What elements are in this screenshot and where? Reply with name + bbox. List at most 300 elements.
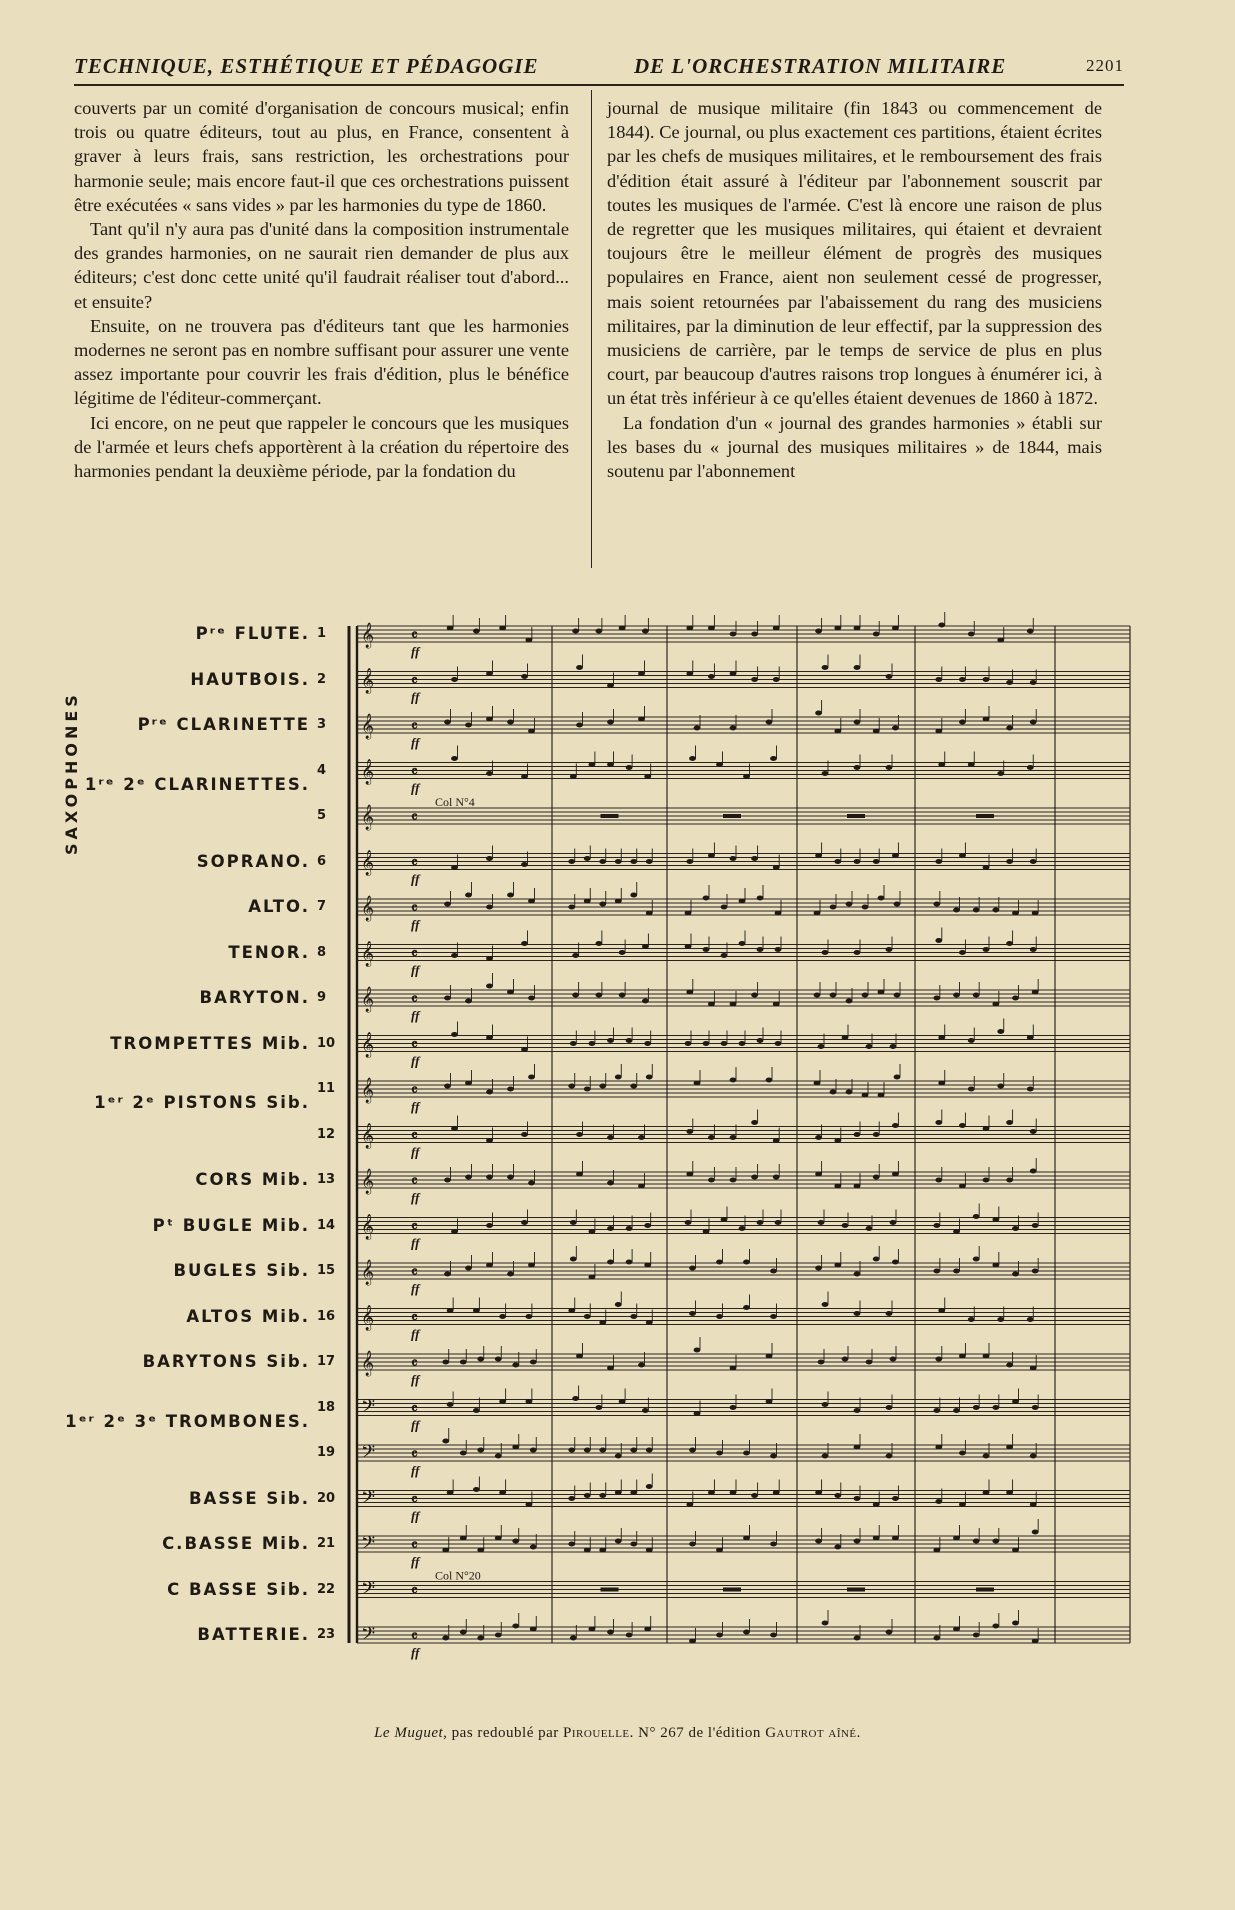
note-head: [1012, 1548, 1019, 1553]
instrument-label: Pʳᵉ FLUTE.: [195, 624, 310, 643]
instrument-label: TROMPETTES Mib.: [110, 1033, 310, 1053]
time-signature: 𝄴: [411, 673, 418, 690]
note-head: [716, 1633, 723, 1638]
time-signature: 𝄴: [411, 810, 418, 826]
note-head: [815, 711, 822, 716]
note-head: [528, 899, 535, 904]
note-head: [444, 996, 451, 1001]
note-head: [892, 1260, 899, 1265]
note-head: [451, 953, 458, 958]
dynamic-ff: ff: [411, 962, 420, 978]
dynamic-ff: ff: [411, 780, 420, 796]
note-head: [1006, 1178, 1013, 1183]
note-head: [892, 1123, 899, 1128]
time-signature: 𝄴: [411, 1083, 418, 1099]
note-head: [959, 853, 966, 858]
note-head: [721, 1217, 728, 1222]
note-head: [890, 1220, 897, 1225]
note-head: [822, 771, 829, 776]
note-head: [814, 911, 821, 916]
note-head: [599, 859, 606, 864]
note-head: [890, 1044, 897, 1049]
note-head: [973, 993, 980, 998]
note-head: [584, 1314, 591, 1319]
note-head: [815, 1539, 822, 1544]
note-head: [818, 1220, 825, 1225]
note-head: [486, 1138, 493, 1143]
note-head: [766, 1399, 773, 1404]
note-head: [815, 1266, 822, 1271]
note-head: [886, 947, 893, 952]
note-head: [773, 1002, 780, 1007]
time-signature: 𝄴: [411, 901, 418, 917]
note-head: [757, 1220, 764, 1225]
clef-icon: 𝄞: [361, 896, 375, 921]
dynamic-ff: ff: [411, 917, 420, 932]
note-head: [689, 1448, 696, 1453]
note-head: [607, 1181, 614, 1186]
staff: [357, 1292, 1130, 1342]
note-head: [570, 1220, 577, 1225]
note-head: [854, 765, 861, 770]
note-head: [642, 999, 649, 1004]
note-head: [607, 1366, 614, 1371]
dynamic-ff: ff: [411, 1417, 420, 1433]
note-head: [644, 1223, 651, 1228]
dynamic-ff: ff: [411, 1053, 420, 1069]
note-head: [862, 1093, 869, 1098]
note-head: [842, 1223, 849, 1228]
note-head: [584, 1493, 591, 1498]
note-head: [644, 1263, 651, 1268]
note-head: [599, 1320, 606, 1325]
instrument-label: TENOR.: [228, 942, 310, 962]
note-head: [743, 1451, 750, 1456]
note-head: [525, 638, 532, 643]
note-head: [686, 671, 693, 676]
note-head: [743, 1536, 750, 1541]
saxophones-section-label: SAXOPHONES: [62, 691, 81, 855]
note-head: [935, 1499, 942, 1504]
dynamic-ff: ff: [411, 1235, 420, 1251]
note-head: [528, 1263, 535, 1268]
bar-rest: [723, 814, 741, 818]
note-head: [721, 905, 728, 910]
note-head: [686, 626, 693, 631]
note-head: [444, 1178, 451, 1183]
note-head: [983, 947, 990, 952]
note-head: [834, 1545, 841, 1550]
note-head: [739, 1041, 746, 1046]
note-head: [595, 941, 602, 946]
note-head: [615, 1075, 622, 1080]
note-head: [983, 1126, 990, 1131]
note-head: [1032, 1530, 1039, 1535]
staff: [357, 973, 1130, 1023]
staff-number: 19: [317, 1445, 336, 1460]
time-signature: 𝄴: [411, 1401, 418, 1418]
note-head: [721, 953, 728, 958]
note-head: [953, 908, 960, 913]
note-head: [646, 1075, 653, 1080]
note-head: [495, 1633, 502, 1638]
note-head: [751, 1120, 758, 1125]
time-signature: 𝄴: [411, 1037, 418, 1054]
note-head: [766, 1354, 773, 1359]
note-head: [854, 665, 861, 670]
note-head: [486, 1035, 493, 1040]
note-head: [599, 1548, 606, 1553]
note-head: [1032, 1405, 1039, 1410]
staff: [357, 612, 1130, 659]
paragraph: couverts par un comité d'organisation de concours musical; enfin trois ou quatre éditeurs, tout au plus, en France, consentent à graver à leurs frais, sans restriction, les orchestrations pour harmonie seule; mais encore faut-il que ces orchestrations puissent être exécutées « sans vides » par les harmonies du type de 1860.: [74, 98, 569, 215]
dynamic-ff: ff: [411, 689, 420, 705]
bar-rest: [976, 1588, 994, 1592]
note-head: [959, 720, 966, 725]
staff: [357, 1110, 1130, 1160]
note-head: [854, 859, 861, 864]
note-head: [959, 950, 966, 955]
clef-icon: 𝄞: [361, 759, 375, 785]
time-signature: 𝄴: [411, 1356, 418, 1372]
note-head: [595, 993, 602, 998]
note-head: [568, 859, 575, 864]
note-head: [973, 1257, 980, 1262]
note-head: [495, 1454, 502, 1459]
note-head: [530, 1545, 537, 1550]
staff: [357, 1337, 1130, 1387]
note-head: [959, 1354, 966, 1359]
dynamic-ff: ff: [411, 1099, 420, 1114]
time-signature: 𝄴: [411, 1583, 418, 1600]
note-head: [730, 1405, 737, 1410]
note-head: [933, 1548, 940, 1553]
note-head: [818, 1360, 825, 1365]
note-head: [584, 1548, 591, 1553]
clef-icon: 𝄢: [361, 1442, 376, 1467]
time-signature: 𝄴: [411, 1310, 418, 1327]
note-head: [465, 999, 472, 1004]
note-head: [1006, 1445, 1013, 1450]
time-signature: 𝄴: [411, 764, 418, 781]
note-head: [815, 1490, 822, 1495]
note-head: [892, 853, 899, 858]
note-head: [854, 1496, 861, 1501]
note-head: [465, 723, 472, 728]
note-head: [689, 1639, 696, 1644]
note-head: [507, 1272, 514, 1277]
staff: [357, 1610, 1130, 1660]
note-head: [751, 1493, 758, 1498]
note-head: [983, 677, 990, 682]
note-head: [730, 856, 737, 861]
note-head: [607, 1630, 614, 1635]
staff: [357, 1519, 1130, 1569]
note-head: [703, 947, 710, 952]
note-head: [521, 674, 528, 679]
note-head: [584, 899, 591, 904]
staff-number: 12: [317, 1126, 336, 1142]
note-head: [770, 756, 777, 761]
note-head: [626, 765, 633, 770]
note-head: [983, 1178, 990, 1183]
note-head: [568, 1308, 575, 1313]
note-head: [973, 1405, 980, 1410]
note-head: [773, 677, 780, 682]
note-head: [507, 990, 514, 995]
note-head: [599, 1084, 606, 1089]
caption-publisher: Gautrot aîné.: [765, 1725, 861, 1741]
note-head: [854, 720, 861, 725]
instrument-label: C BASSE Sib.: [167, 1579, 310, 1599]
note-head: [933, 902, 940, 907]
instrument-label: Pᵗ BUGLE Mib.: [152, 1215, 310, 1235]
note-head: [572, 993, 579, 998]
staff-number: 18: [317, 1399, 336, 1415]
clef-icon: 𝄞: [361, 623, 375, 648]
note-head: [873, 729, 880, 734]
note-head: [953, 1536, 960, 1541]
instrument-label: BASSE Sib.: [188, 1488, 310, 1508]
note-head: [751, 677, 758, 682]
note-head: [822, 1302, 829, 1307]
note-head: [1030, 947, 1037, 952]
staff: [357, 700, 1130, 750]
note-head: [846, 999, 853, 1004]
note-head: [873, 1175, 880, 1180]
note-head: [486, 1090, 493, 1095]
note-head: [525, 1399, 532, 1404]
note-head: [568, 1084, 575, 1089]
note-head: [708, 853, 715, 858]
note-head: [630, 1490, 637, 1495]
note-head: [830, 1090, 837, 1095]
note-head: [866, 1226, 873, 1231]
note-head: [983, 865, 990, 870]
note-head: [935, 677, 942, 682]
staff-number: 11: [317, 1081, 336, 1096]
note-head: [854, 1445, 861, 1450]
col-marking: Col N°20: [435, 1568, 481, 1583]
note-head: [854, 626, 861, 631]
note-head: [595, 629, 602, 634]
dynamic-ff: ff: [411, 1508, 420, 1524]
note-head: [773, 1490, 780, 1495]
note-head: [615, 1302, 622, 1307]
note-head: [1030, 1169, 1037, 1174]
note-head: [878, 896, 885, 901]
clef-icon: 𝄞: [361, 1260, 375, 1285]
note-head: [846, 1090, 853, 1095]
note-head: [646, 1548, 653, 1553]
staff-number: 4: [317, 762, 327, 778]
note-head: [983, 1354, 990, 1359]
note-head: [473, 1487, 480, 1492]
note-head: [815, 629, 822, 634]
note-head: [607, 1260, 614, 1265]
page-header: [74, 52, 1124, 86]
note-head: [716, 1548, 723, 1553]
note-head: [525, 1314, 532, 1319]
note-head: [451, 677, 458, 682]
note-head: [1006, 1120, 1013, 1125]
note-head: [708, 1178, 715, 1183]
note-head: [689, 1542, 696, 1547]
paragraph: La fondation d'un « journal des grandes harmonies » établi sur les bases du « journal des musiques militaires » de 1844, mais soutenu par l'abonnement: [607, 412, 1102, 482]
note-head: [716, 1260, 723, 1265]
note-head: [507, 893, 514, 898]
note-head: [815, 853, 822, 858]
paragraph: Tant qu'il n'y aura pas d'unité dans la composition instrumentale des grandes harmonies, on ne saurait rien demander de plus aux éditeurs; c'est donc cette unité qu'il faudrait réaliser tout d'abord... et ensuite?: [74, 219, 569, 312]
time-signature: 𝄴: [411, 1447, 418, 1463]
note-head: [854, 1184, 861, 1189]
staff-number: 20: [317, 1490, 336, 1506]
instrument-label: Pʳᵉ CLARINETTE: [137, 715, 310, 734]
note-head: [730, 1366, 737, 1371]
clef-icon: 𝄞: [361, 941, 375, 967]
instrument-label: C.BASSE Mib.: [162, 1534, 310, 1553]
note-head: [477, 1548, 484, 1553]
note-head: [499, 1490, 506, 1495]
staff-number: 2: [317, 671, 327, 687]
note-head: [814, 1081, 821, 1086]
note-head: [599, 902, 606, 907]
note-head: [933, 996, 940, 1001]
note-head: [818, 1044, 825, 1049]
note-head: [589, 762, 596, 767]
note-head: [685, 944, 692, 949]
note-head: [686, 859, 693, 864]
note-head: [873, 1257, 880, 1262]
dynamic-ff: ff: [411, 1372, 420, 1387]
caption-title: Le Muguet,: [374, 1725, 448, 1741]
note-head: [521, 774, 528, 779]
instrument-label: ALTO.: [248, 897, 310, 916]
note-head: [521, 862, 528, 867]
note-head: [447, 1402, 454, 1407]
staff-number: 17: [317, 1354, 336, 1369]
note-head: [973, 1214, 980, 1219]
note-head: [894, 1075, 901, 1080]
note-head: [953, 1408, 960, 1413]
note-head: [866, 1360, 873, 1365]
note-head: [638, 1135, 645, 1140]
note-head: [873, 859, 880, 864]
note-head: [933, 1408, 940, 1413]
note-head: [646, 1320, 653, 1325]
note-head: [873, 632, 880, 637]
note-head: [576, 665, 583, 670]
time-signature: 𝄴: [411, 1629, 418, 1645]
dynamic-ff: ff: [411, 871, 420, 887]
note-head: [1030, 720, 1037, 725]
note-head: [854, 950, 861, 955]
header-right-title: DE L'ORCHESTRATION MILITAIRE: [634, 54, 1007, 78]
note-head: [507, 720, 514, 725]
time-signature: 𝄴: [411, 1128, 418, 1145]
note-head: [572, 953, 579, 958]
note-head: [834, 1138, 841, 1143]
note-head: [630, 1084, 637, 1089]
note-head: [630, 893, 637, 898]
time-signature: 𝄴: [411, 719, 418, 735]
note-head: [1006, 726, 1013, 731]
note-head: [854, 1539, 861, 1544]
note-head: [1030, 1502, 1037, 1507]
note-head: [607, 762, 614, 767]
note-head: [708, 1490, 715, 1495]
note-head: [1006, 1490, 1013, 1495]
note-head: [730, 1078, 737, 1083]
note-head: [892, 726, 899, 731]
note-head: [477, 1357, 484, 1362]
note-head: [686, 1502, 693, 1507]
note-head: [599, 1448, 606, 1453]
note-head: [530, 1360, 537, 1365]
note-head: [842, 1357, 849, 1362]
note-head: [873, 1536, 880, 1541]
column-divider: [591, 90, 592, 568]
note-head: [892, 1172, 899, 1177]
staff: [357, 1158, 1130, 1205]
note-head: [935, 1357, 942, 1362]
note-head: [862, 905, 869, 910]
time-signature: 𝄴: [411, 1492, 418, 1509]
note-head: [992, 1624, 999, 1629]
note-head: [886, 1311, 893, 1316]
note-head: [751, 1175, 758, 1180]
note-head: [739, 941, 746, 946]
bar-rest: [601, 1588, 619, 1592]
note-head: [938, 1081, 945, 1086]
note-head: [644, 1627, 651, 1632]
note-head: [486, 771, 493, 776]
note-head: [935, 1445, 942, 1450]
note-head: [626, 1038, 633, 1043]
note-head: [615, 899, 622, 904]
clef-icon: 𝄞: [361, 1351, 375, 1376]
instrument-label: 1ʳᵉ 2ᵉ CLARINETTES.: [84, 774, 310, 794]
note-head: [770, 1633, 777, 1638]
clef-icon: 𝄞: [361, 850, 375, 876]
note-head: [507, 1087, 514, 1092]
note-head: [1027, 1035, 1034, 1040]
note-head: [495, 1357, 502, 1362]
time-signature: 𝄴: [411, 1538, 418, 1554]
note-head: [530, 1448, 537, 1453]
note-head: [451, 1126, 458, 1131]
note-head: [757, 947, 764, 952]
note-head: [1006, 941, 1013, 946]
caption-text: pas redoublé par: [447, 1725, 564, 1741]
note-head: [642, 629, 649, 634]
time-signature: 𝄴: [411, 992, 418, 1008]
note-head: [646, 1484, 653, 1489]
note-head: [842, 1035, 849, 1040]
note-head: [473, 1408, 480, 1413]
note-head: [686, 1172, 693, 1177]
note-head: [983, 1490, 990, 1495]
staff: [357, 928, 1130, 978]
clef-icon: 𝄢: [361, 1578, 376, 1604]
note-head: [766, 720, 773, 725]
note-head: [525, 1502, 532, 1507]
note-head: [486, 856, 493, 861]
note-head: [894, 902, 901, 907]
note-head: [983, 1454, 990, 1459]
note-head: [499, 1314, 506, 1319]
staff-number: 7: [317, 899, 327, 914]
